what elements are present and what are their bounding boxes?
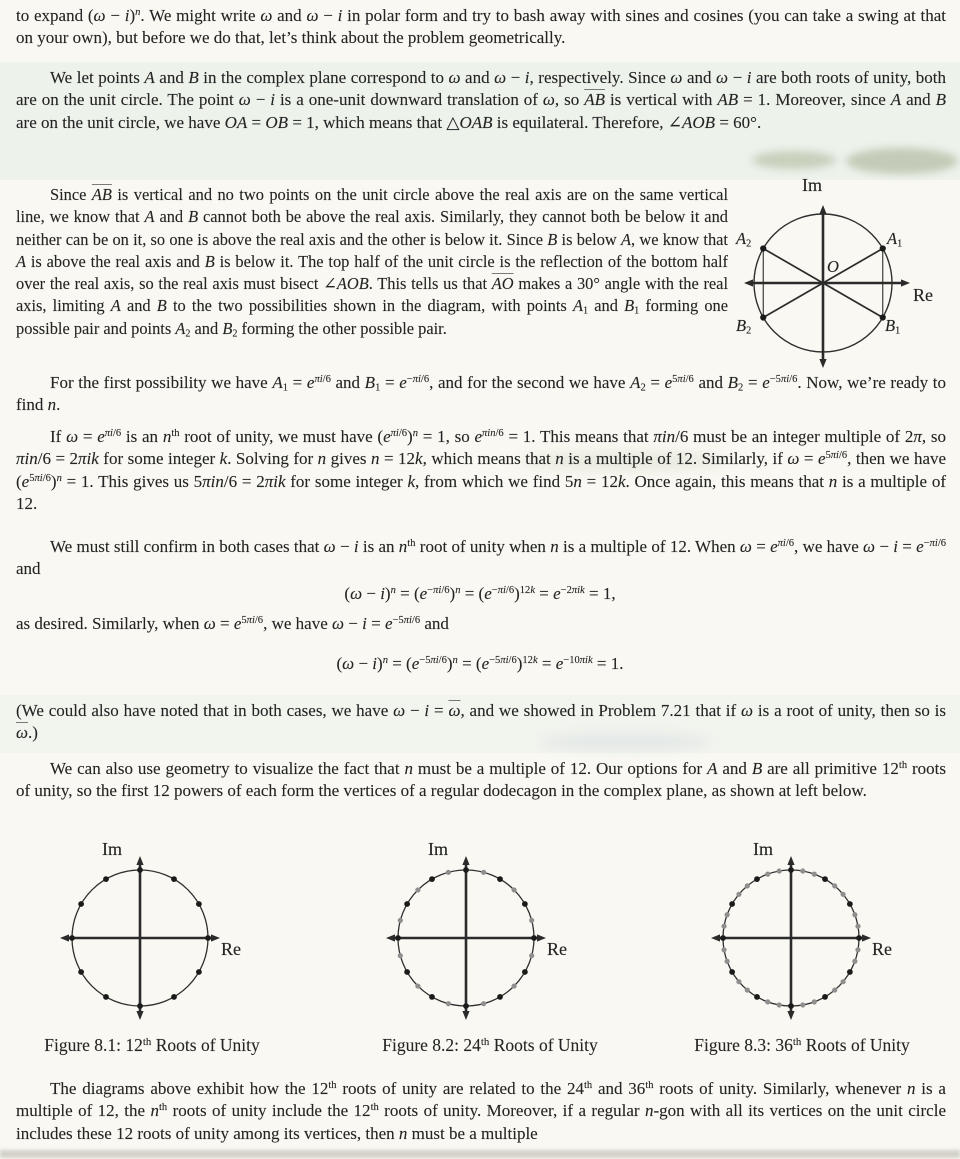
figure-12th-roots [30,836,260,1041]
paragraph-conjugate-note: (We could also have noted that in both cases, we have $\omega - i = \overline{\omega}$, and we showed in Problem 7.21 that if ω is a root of unity, then so is $\overline{\omega}$.) [16,701,947,743]
point-label-a2: $A_2$ [736,229,752,250]
figure-caption-8-3: Figure 8.3: 36th Roots of Unity [694,1035,910,1055]
unit-circle-diagram-canvas [728,176,952,376]
paragraph-geometry-visualize: We can also use geometry to visualize the fact that n must be a multiple of 12. Our options for A and B are all primitive 12th roots of unity, so the first 12 powers of each form the vertices of a regular dodecagon in the complex plane, as shown at left below. [16,759,946,801]
paragraph-root-of-unity: If $\omega = e^{\pi i/6}$ is an $n^{th}$ root of unity, we must have $(e^{\pi i/6})^n = 1$, so $e^{\pi in/6} = 1$. This means that πin/6 must be an integer multiple of 2π, so πin/6 = 2πik for some integer k. Solving for n gives n = 12k, which means that n is a multiple of 12. Similarly, if $\omega = e^{5\pi i/6}$, then we have $(e^{5\pi i/6})^n = 1$. This gives us 5πin/6 = 2πik for some integer k, from which we find 5n = 12k. Once again, this means that n is a multiple of 12. [16,427,947,514]
im-axis-label: Im [802,175,822,195]
figure-24th-roots [356,836,586,1041]
scan-smudge [752,151,836,169]
im-axis-label: Im [428,839,448,859]
paragraph-intro: to expand $(\omega - i)^n$. We might write ω and ω − i in polar form and try to bash away with sines and cosines (you can take a swing at that on your own), but before we do that, let’s think about the problem geometrically. [16,6,947,48]
re-axis-label: Re [221,939,241,959]
paragraph-confirm: We must still confirm in both cases that ω − i is an $n^{th}$ root of unity when n is a multiple of 12. When $\omega = e^{\pi i/6}$, we have $\omega - i = e^{-\pi i/6}$ and [16,537,947,579]
paragraph-first-possibility: For the first possibility we have $A_1 = e^{\pi i/6}$ and $B_1 = e^{-\pi i/6}$, and for the second we have $A_2 = e^{5\pi i/6}$ and $B_2 = e^{-5\pi i/6}$. Now, we’re ready to find n. [16,373,947,415]
paragraph-as-desired: as desired. Similarly, when $\omega = e^{5\pi i/6}$, we have $\omega - i = e^{-5\pi i/6}$ and [16,614,449,633]
paragraph-points-ab: We let points A and B in the complex plane correspond to ω and ω − i, respectively. Since ω and ω − i are both roots of unity, both are on the unit circle. The point ω − i is a one-unit downward translation of ω, so $\overline{AB}$ is vertical with AB = 1. Moreover, since A and B are on the unit circle, we have OA = OB = 1, which means that △OAB is equilateral. Therefore, ∠AOB = 60°. [16,68,947,132]
re-axis-label: Re [872,939,892,959]
point-label-b1: $B_1$ [885,316,901,337]
origin-label: O [827,257,839,276]
equation-second-case: $(\omega - i)^n = (e^{-5\pi i/6})^n = (e^{-5\pi i/6})^{12k} = e^{-10\pi ik} = 1$. [336,654,624,673]
re-axis-label: Re [547,939,567,959]
figure-caption-8-2: Figure 8.2: 24th Roots of Unity [382,1035,598,1055]
paragraph-conclusion: The diagrams above exhibit how the 12th roots of unity are related to the 24th and 36th roots of unity. Similarly, whenever n is a multiple of 12, the $n^{th}$ roots of unity include the 12th roots of unity. Moreover, if a regular n-gon with all its vertices on the unit circle includes these 12 roots of unity among its vertices, then n must be a multiple [16,1079,946,1143]
unit-circle-possibilities-diagram [728,176,952,376]
point-label-a1: $A_1$ [887,229,903,250]
equation-first-case: $(\omega - i)^n = (e^{-\pi i/6})^n = (e^{-\pi i/6})^{12k} = e^{-2\pi ik} = 1$, [344,584,616,603]
im-axis-label: Im [753,839,773,859]
scan-smudge [846,148,958,174]
paragraph-vertical-argument: Since $\overline{AB}$ is vertical and no two points on the unit circle above the real axis are on the same vertical line, we know that A and B cannot both be above the real axis. Similarly, they cannot both be below it and neither can be on it, so one is above the real axis and the other is below it. Since B is below A, we know that A is above the real axis and B is below it. The top half of the unit circle is the reflection of the bottom half over the real axis, so the real axis must bisect ∠AOB. This tells us that $\overline{AO}$ makes a 30° angle with the real axis, limiting A and B to the two possibilities shown in the diagram, with points $A_1$ and $B_1$ forming one possible pair and points $A_2$ and $B_2$ forming the other possible pair. [16,185,729,340]
point-label-b2: $B_2$ [736,316,752,337]
figure-36th-roots [681,836,911,1041]
figure-caption-8-1: Figure 8.1: 12th Roots of Unity [44,1035,260,1055]
re-axis-label: Re [913,285,933,305]
scan-bottom-shadow [0,1150,960,1158]
im-axis-label: Im [102,839,122,859]
